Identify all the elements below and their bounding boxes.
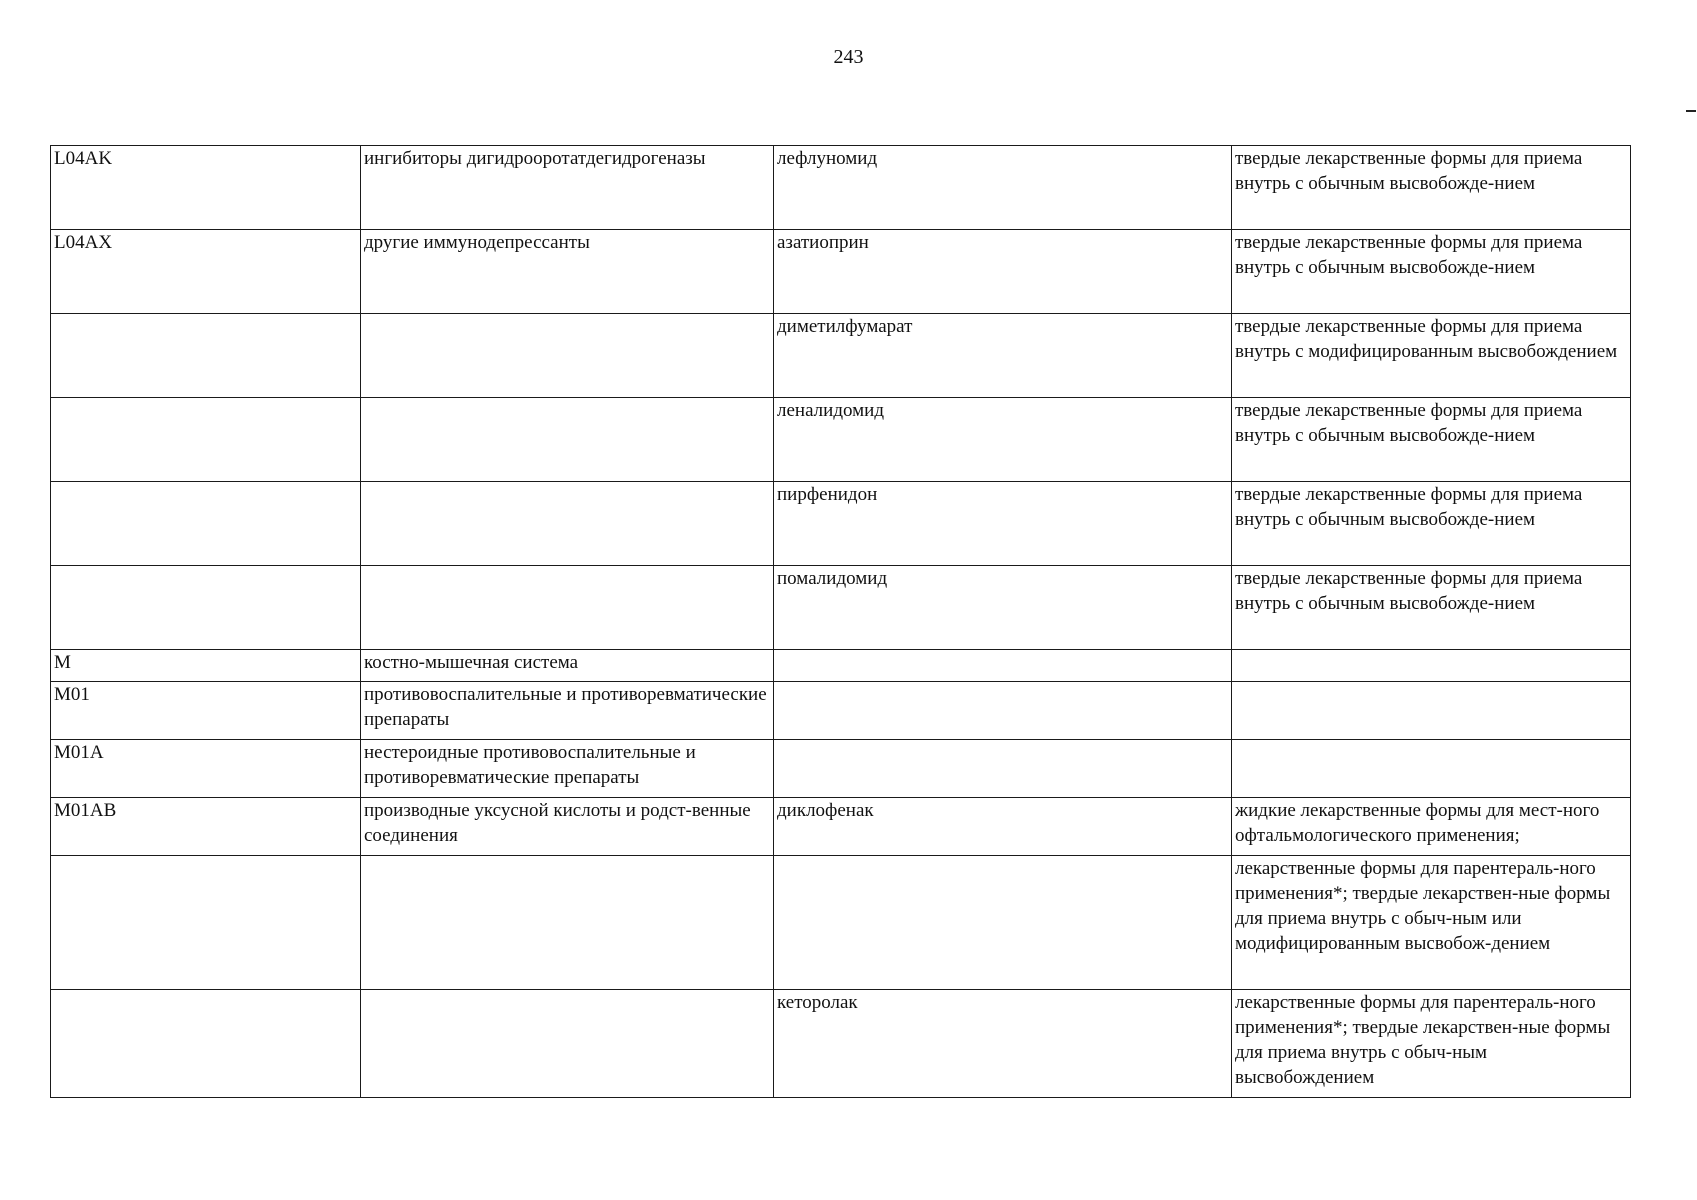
- atc-code-cell: [51, 314, 361, 398]
- pharm-group-cell: производные уксусной кислоты и родст-венные соединения: [361, 798, 774, 856]
- pharm-group-cell: [361, 856, 774, 990]
- drug-name-cell: диметилфумарат: [774, 314, 1232, 398]
- drug-name-cell: [774, 856, 1232, 990]
- dosage-form-cell: твердые лекарственные формы для приема внутрь с модифицированным высвобождением: [1232, 314, 1631, 398]
- pharm-group-cell: [361, 566, 774, 650]
- pharm-group-cell: другие иммунодепрессанты: [361, 230, 774, 314]
- atc-code-cell: M01A: [51, 740, 361, 798]
- dosage-form-cell: [1232, 650, 1631, 682]
- dosage-form-cell: твердые лекарственные формы для приема внутрь с обычным высвобожде-нием: [1232, 146, 1631, 230]
- table-row: [51, 398, 1631, 482]
- pharm-group-cell: нестероидные противовоспалительные и противоревматические препараты: [361, 740, 774, 798]
- dosage-form-cell: лекарственные формы для парентераль-ного применения*; твердые лекарствен-ные формы для приема внутрь с обыч-ным высвобождением: [1232, 990, 1631, 1098]
- drug-name-cell: [774, 682, 1232, 740]
- atc-code-cell: [51, 990, 361, 1098]
- dosage-form-cell: лекарственные формы для парентераль-ного применения*; твердые лекарствен-ные формы для приема внутрь с обыч-ным или модифицированным высвобож-дением: [1232, 856, 1631, 990]
- atc-code-cell: [51, 482, 361, 566]
- drug-name-cell: азатиоприн: [774, 230, 1232, 314]
- drug-name-cell: помалидомид: [774, 566, 1232, 650]
- page-number: 243: [833, 46, 864, 68]
- drug-name-cell: [774, 740, 1232, 798]
- dosage-form-cell: [1232, 682, 1631, 740]
- pharm-group-cell: [361, 482, 774, 566]
- drug-name-cell: лефлуномид: [774, 146, 1232, 230]
- dosage-form-cell: жидкие лекарственные формы для мест-ного офтальмологического применения;: [1232, 798, 1631, 856]
- table-row: [51, 566, 1631, 650]
- atc-code-cell: M01AB: [51, 798, 361, 856]
- atc-code-cell: M01: [51, 682, 361, 740]
- table-row: [51, 650, 1631, 682]
- atc-code-cell: L04AK: [51, 146, 361, 230]
- pharm-group-cell: [361, 314, 774, 398]
- pharm-group-cell: ингибиторы дигидрооротатдегидрогеназы: [361, 146, 774, 230]
- drug-name-cell: кеторолак: [774, 990, 1232, 1098]
- table-row: [51, 856, 1631, 990]
- pharm-group-cell: костно-мышечная система: [361, 650, 774, 682]
- dosage-form-cell: твердые лекарственные формы для приема внутрь с обычным высвобожде-нием: [1232, 230, 1631, 314]
- table-row: [51, 740, 1631, 798]
- dosage-form-cell: твердые лекарственные формы для приема внутрь с обычным высвобожде-нием: [1232, 398, 1631, 482]
- drug-name-cell: леналидомид: [774, 398, 1232, 482]
- drug-table: [50, 145, 1631, 1098]
- margin-mark: [1686, 110, 1696, 112]
- drug-name-cell: [774, 650, 1232, 682]
- pharm-group-cell: [361, 990, 774, 1098]
- dosage-form-cell: твердые лекарственные формы для приема внутрь с обычным высвобожде-нием: [1232, 482, 1631, 566]
- drug-name-cell: пирфенидон: [774, 482, 1232, 566]
- pharm-group-cell: противовоспалительные и противоревматические препараты: [361, 682, 774, 740]
- dosage-form-cell: [1232, 740, 1631, 798]
- dosage-form-cell: твердые лекарственные формы для приема внутрь с обычным высвобожде-нием: [1232, 566, 1631, 650]
- table-row: [51, 146, 1631, 230]
- table-row: [51, 990, 1631, 1098]
- table-row: [51, 798, 1631, 856]
- atc-code-cell: M: [51, 650, 361, 682]
- table-row: [51, 230, 1631, 314]
- table-row: [51, 482, 1631, 566]
- atc-code-cell: [51, 398, 361, 482]
- pharm-group-cell: [361, 398, 774, 482]
- table-row: [51, 314, 1631, 398]
- atc-code-cell: [51, 566, 361, 650]
- atc-code-cell: L04AX: [51, 230, 361, 314]
- table-row: [51, 682, 1631, 740]
- drug-name-cell: диклофенак: [774, 798, 1232, 856]
- atc-code-cell: [51, 856, 361, 990]
